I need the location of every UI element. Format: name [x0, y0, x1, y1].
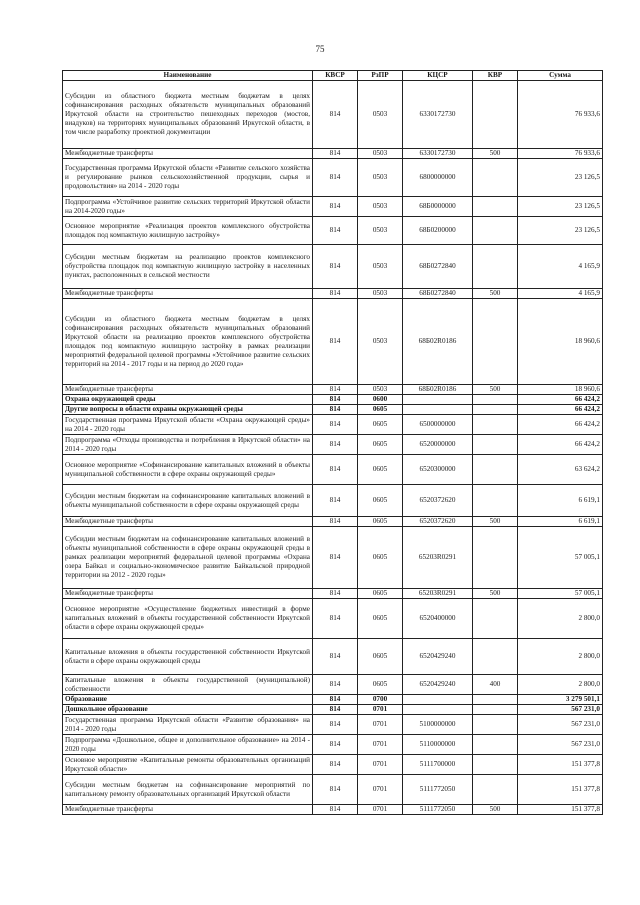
table-row [63, 245, 603, 289]
table-row [63, 485, 603, 517]
table-row [63, 675, 603, 695]
cell-kvsr: 814 [313, 805, 358, 815]
cell-name: Капитальные вложения в объекты государственной собственности Иркутской области в сфере охраны окружающей среды [63, 639, 313, 675]
cell-kcsr [403, 695, 473, 705]
cell-kcsr: 68Б0272840 [403, 289, 473, 299]
table-row [63, 455, 603, 485]
cell-kvsr: 814 [313, 517, 358, 527]
cell-sum: 23 126,5 [518, 197, 603, 217]
cell-sum: 6 619,1 [518, 517, 603, 527]
table-row [63, 599, 603, 639]
cell-name: Охрана окружающей среды [63, 395, 313, 405]
header-name: Наименование [63, 71, 313, 81]
cell-name: Основное мероприятие «Реализация проектов комплексного обустройства площадок под компактную жилищную застройку» [63, 217, 313, 245]
cell-rzpr: 0701 [358, 705, 403, 715]
cell-rzpr: 0701 [358, 775, 403, 805]
table-body [63, 81, 603, 815]
cell-name: Основное мероприятие «Осуществление бюджетных инвестиций в форме капитальных вложений в объекты государственной собственности Иркутской области в сфере охраны окружающей среды» [63, 599, 313, 639]
table-row [63, 755, 603, 775]
cell-name: Субсидии из областного бюджета местным бюджетам в целях софинансирования расходных обязательств муниципальных образований Иркутской области на строительство пешеходных переходов (мостов, виадуков) на территориях муниципальных образований Иркутской области, в том числе разработку проектной документации [63, 81, 313, 149]
cell-name: Дошкольное образование [63, 705, 313, 715]
table-row [63, 589, 603, 599]
cell-sum: 57 005,1 [518, 589, 603, 599]
cell-name: Государственная программа Иркутской области «Развитие образования» на 2014 - 2020 годы [63, 715, 313, 735]
cell-name: Государственная программа Иркутской области «Охрана окружающей среды» на 2014 - 2020 годы [63, 415, 313, 435]
cell-kcsr: 5111700000 [403, 755, 473, 775]
cell-rzpr: 0503 [358, 289, 403, 299]
header-kcsr: КЦСР [403, 71, 473, 81]
cell-rzpr: 0700 [358, 695, 403, 705]
cell-sum: 151 377,8 [518, 775, 603, 805]
cell-kvsr: 814 [313, 705, 358, 715]
cell-rzpr: 0503 [358, 197, 403, 217]
cell-kvr: 500 [473, 517, 518, 527]
cell-rzpr: 0605 [358, 527, 403, 589]
budget-table [62, 70, 603, 815]
cell-kvsr: 814 [313, 485, 358, 517]
cell-rzpr: 0605 [358, 485, 403, 517]
cell-kvr: 500 [473, 149, 518, 159]
cell-kcsr: 6520300000 [403, 455, 473, 485]
cell-kvr [473, 405, 518, 415]
header-rzpr: РзПР [358, 71, 403, 81]
cell-name: Основное мероприятие «Софинансирование капитальных вложений в объекты муниципальной собственности в сфере охраны окружающей среды» [63, 455, 313, 485]
cell-kcsr: 6520372620 [403, 485, 473, 517]
cell-sum: 66 424,2 [518, 395, 603, 405]
table-row [63, 715, 603, 735]
cell-kcsr: 5100000000 [403, 715, 473, 735]
cell-kcsr: 6520429240 [403, 675, 473, 695]
cell-name: Субсидии местным бюджетам на софинансирование капитальных вложений в объекты муниципальной собственности в сфере охраны окружающей среды в рамках реализации мероприятий федеральной целевой программы «Охрана озера Байкал и социально-экономическое развитие Байкальской природной территории на 2012 - 2020 годы» [63, 527, 313, 589]
cell-rzpr: 0605 [358, 455, 403, 485]
cell-kvsr: 814 [313, 455, 358, 485]
cell-kvr: 400 [473, 675, 518, 695]
cell-kvr [473, 455, 518, 485]
cell-kcsr: 6800000000 [403, 159, 473, 197]
cell-kcsr: 5111772050 [403, 805, 473, 815]
cell-kvr [473, 299, 518, 385]
cell-kvsr: 814 [313, 415, 358, 435]
cell-kvsr: 814 [313, 217, 358, 245]
table-row [63, 385, 603, 395]
cell-kvsr: 814 [313, 405, 358, 415]
cell-kvr [473, 715, 518, 735]
cell-kvsr: 814 [313, 385, 358, 395]
cell-rzpr: 0605 [358, 675, 403, 695]
cell-sum: 23 126,5 [518, 159, 603, 197]
cell-sum: 567 231,0 [518, 705, 603, 715]
cell-sum: 76 933,6 [518, 81, 603, 149]
cell-kvr [473, 217, 518, 245]
cell-rzpr: 0605 [358, 415, 403, 435]
cell-kvsr: 814 [313, 527, 358, 589]
cell-name: Капитальные вложения в объекты государственной (муниципальной) собственности [63, 675, 313, 695]
cell-kvsr: 814 [313, 395, 358, 405]
cell-kvsr: 814 [313, 289, 358, 299]
table-row [63, 415, 603, 435]
page-number: 75 [315, 44, 325, 54]
table-row [63, 159, 603, 197]
table-row [63, 289, 603, 299]
cell-name: Межбюджетные трансферты [63, 517, 313, 527]
cell-rzpr: 0701 [358, 805, 403, 815]
cell-kvsr: 814 [313, 639, 358, 675]
cell-sum: 66 424,2 [518, 415, 603, 435]
cell-kvsr: 814 [313, 159, 358, 197]
cell-sum: 4 165,9 [518, 245, 603, 289]
cell-kvsr: 814 [313, 695, 358, 705]
cell-name: Государственная программа Иркутской области «Развитие сельского хозяйства и регулирование рынков сельскохозяйственной продукции, сырья и продовольствия» на 2014 - 2020 годы [63, 159, 313, 197]
cell-kcsr [403, 395, 473, 405]
cell-rzpr: 0503 [358, 245, 403, 289]
cell-kcsr: 68Б02R0186 [403, 385, 473, 395]
cell-name: Межбюджетные трансферты [63, 589, 313, 599]
cell-kcsr: 68Б0272840 [403, 245, 473, 289]
table-row [63, 217, 603, 245]
table-row [63, 775, 603, 805]
cell-kvr [473, 755, 518, 775]
cell-kvr: 500 [473, 289, 518, 299]
cell-rzpr: 0701 [358, 715, 403, 735]
cell-sum: 2 800,0 [518, 599, 603, 639]
cell-kvsr: 814 [313, 435, 358, 455]
cell-sum: 6 619,1 [518, 485, 603, 517]
cell-sum: 2 800,0 [518, 675, 603, 695]
cell-sum: 63 624,2 [518, 455, 603, 485]
cell-kvr [473, 485, 518, 517]
cell-rzpr: 0503 [358, 159, 403, 197]
cell-kcsr [403, 705, 473, 715]
cell-rzpr: 0701 [358, 735, 403, 755]
cell-name: Субсидии из областного бюджета местным бюджетам в целях софинансирования расходных обязательств муниципальных образований Иркутской области на реализацию проектов комплексного обустройства площадок под компактную жилищную застройку в рамках реализации мероприятий федеральной целевой программы «Устойчивое развитие сельских территорий на 2014 - 2017 годы и на период до 2020 года» [63, 299, 313, 385]
cell-name: Субсидии местным бюджетам на софинансирование мероприятий по капитальному ремонту образовательных организаций Иркутской области [63, 775, 313, 805]
cell-rzpr: 0503 [358, 81, 403, 149]
cell-kvr: 500 [473, 589, 518, 599]
cell-kvsr: 814 [313, 715, 358, 735]
cell-name: Основное мероприятие «Капитальные ремонты образовательных организаций Иркутской области» [63, 755, 313, 775]
cell-sum: 567 231,0 [518, 715, 603, 735]
cell-rzpr: 0701 [358, 755, 403, 775]
cell-sum: 18 960,6 [518, 385, 603, 395]
table-row [63, 805, 603, 815]
cell-name: Образование [63, 695, 313, 705]
cell-kcsr: 65203R0291 [403, 589, 473, 599]
cell-kvsr: 814 [313, 735, 358, 755]
cell-kcsr: 68Б0200000 [403, 217, 473, 245]
table-row [63, 527, 603, 589]
header-sum: Сумма [518, 71, 603, 81]
cell-sum: 4 165,9 [518, 289, 603, 299]
table-row [63, 735, 603, 755]
cell-kcsr: 6520372620 [403, 517, 473, 527]
cell-sum: 23 126,5 [518, 217, 603, 245]
cell-sum: 567 231,0 [518, 735, 603, 755]
cell-kcsr: 6520429240 [403, 639, 473, 675]
cell-rzpr: 0605 [358, 405, 403, 415]
cell-kvsr: 814 [313, 599, 358, 639]
cell-sum: 2 800,0 [518, 639, 603, 675]
table-row [63, 149, 603, 159]
cell-kvsr: 814 [313, 245, 358, 289]
cell-rzpr: 0605 [358, 599, 403, 639]
cell-kvr [473, 695, 518, 705]
cell-name: Субсидии местным бюджетам на софинансирование капитальных вложений в объекты муниципальной собственности в сфере охраны окружающей среды [63, 485, 313, 517]
cell-kcsr: 68Б0000000 [403, 197, 473, 217]
table-row [63, 695, 603, 705]
table-row [63, 81, 603, 149]
table-row [63, 405, 603, 415]
cell-name: Другие вопросы в области охраны окружающей среды [63, 405, 313, 415]
cell-kvr [473, 527, 518, 589]
cell-kcsr: 6520000000 [403, 435, 473, 455]
cell-kcsr: 65203R0291 [403, 527, 473, 589]
cell-rzpr: 0605 [358, 435, 403, 455]
table-row [63, 705, 603, 715]
cell-sum: 151 377,8 [518, 805, 603, 815]
cell-kvr [473, 639, 518, 675]
cell-kvsr: 814 [313, 589, 358, 599]
cell-name: Межбюджетные трансферты [63, 805, 313, 815]
cell-kcsr: 6330172730 [403, 81, 473, 149]
cell-rzpr: 0605 [358, 639, 403, 675]
cell-kvsr: 814 [313, 675, 358, 695]
cell-name: Межбюджетные трансферты [63, 289, 313, 299]
cell-sum: 57 005,1 [518, 527, 603, 589]
cell-kvr: 500 [473, 385, 518, 395]
cell-kvr [473, 245, 518, 289]
cell-kvr [473, 435, 518, 455]
cell-kvr [473, 415, 518, 435]
table-row [63, 299, 603, 385]
cell-kvsr: 814 [313, 81, 358, 149]
cell-kvsr: 814 [313, 755, 358, 775]
table-row [63, 639, 603, 675]
table-row [63, 395, 603, 405]
cell-kcsr: 6500000000 [403, 415, 473, 435]
cell-sum: 66 424,2 [518, 405, 603, 415]
cell-kvr [473, 705, 518, 715]
cell-rzpr: 0503 [358, 217, 403, 245]
table-row [63, 197, 603, 217]
cell-kvr [473, 599, 518, 639]
cell-rzpr: 0600 [358, 395, 403, 405]
cell-kcsr: 6520400000 [403, 599, 473, 639]
cell-kvr [473, 197, 518, 217]
cell-name: Подпрограмма «Устойчивое развитие сельских территорий Иркутской области на 2014-2020 годы» [63, 197, 313, 217]
cell-name: Межбюджетные трансферты [63, 149, 313, 159]
cell-kvsr: 814 [313, 299, 358, 385]
cell-kvsr: 814 [313, 775, 358, 805]
table-header-row [63, 71, 603, 81]
cell-rzpr: 0605 [358, 589, 403, 599]
cell-name: Подпрограмма «Отходы производства и потребления в Иркутской области» на 2014 - 2020 годы [63, 435, 313, 455]
header-kvsr: КВСР [313, 71, 358, 81]
header-kvr: КВР [473, 71, 518, 81]
cell-sum: 151 377,8 [518, 755, 603, 775]
cell-rzpr: 0503 [358, 149, 403, 159]
cell-sum: 76 933,6 [518, 149, 603, 159]
cell-kvsr: 814 [313, 149, 358, 159]
cell-sum: 18 960,6 [518, 299, 603, 385]
cell-kcsr: 5111772050 [403, 775, 473, 805]
cell-kvsr: 814 [313, 197, 358, 217]
cell-sum: 3 279 501,1 [518, 695, 603, 705]
cell-name: Подпрограмма «Дошкольное, общее и дополнительное образование» на 2014 - 2020 годы [63, 735, 313, 755]
cell-kvr [473, 159, 518, 197]
cell-kcsr [403, 405, 473, 415]
cell-kcsr: 6330172730 [403, 149, 473, 159]
table-row [63, 517, 603, 527]
cell-kvr [473, 735, 518, 755]
cell-rzpr: 0503 [358, 385, 403, 395]
cell-sum: 66 424,2 [518, 435, 603, 455]
cell-kcsr: 5110000000 [403, 735, 473, 755]
cell-name: Субсидии местным бюджетам на реализацию проектов комплексного обустройства площадок под компактную жилищную застройку в населенных пунктах, расположенных в сельской местности [63, 245, 313, 289]
cell-kvr [473, 81, 518, 149]
cell-kvr [473, 775, 518, 805]
table-row [63, 435, 603, 455]
cell-kvr: 500 [473, 805, 518, 815]
cell-kvr [473, 395, 518, 405]
cell-kcsr: 68Б02R0186 [403, 299, 473, 385]
cell-name: Межбюджетные трансферты [63, 385, 313, 395]
cell-rzpr: 0605 [358, 517, 403, 527]
cell-rzpr: 0503 [358, 299, 403, 385]
